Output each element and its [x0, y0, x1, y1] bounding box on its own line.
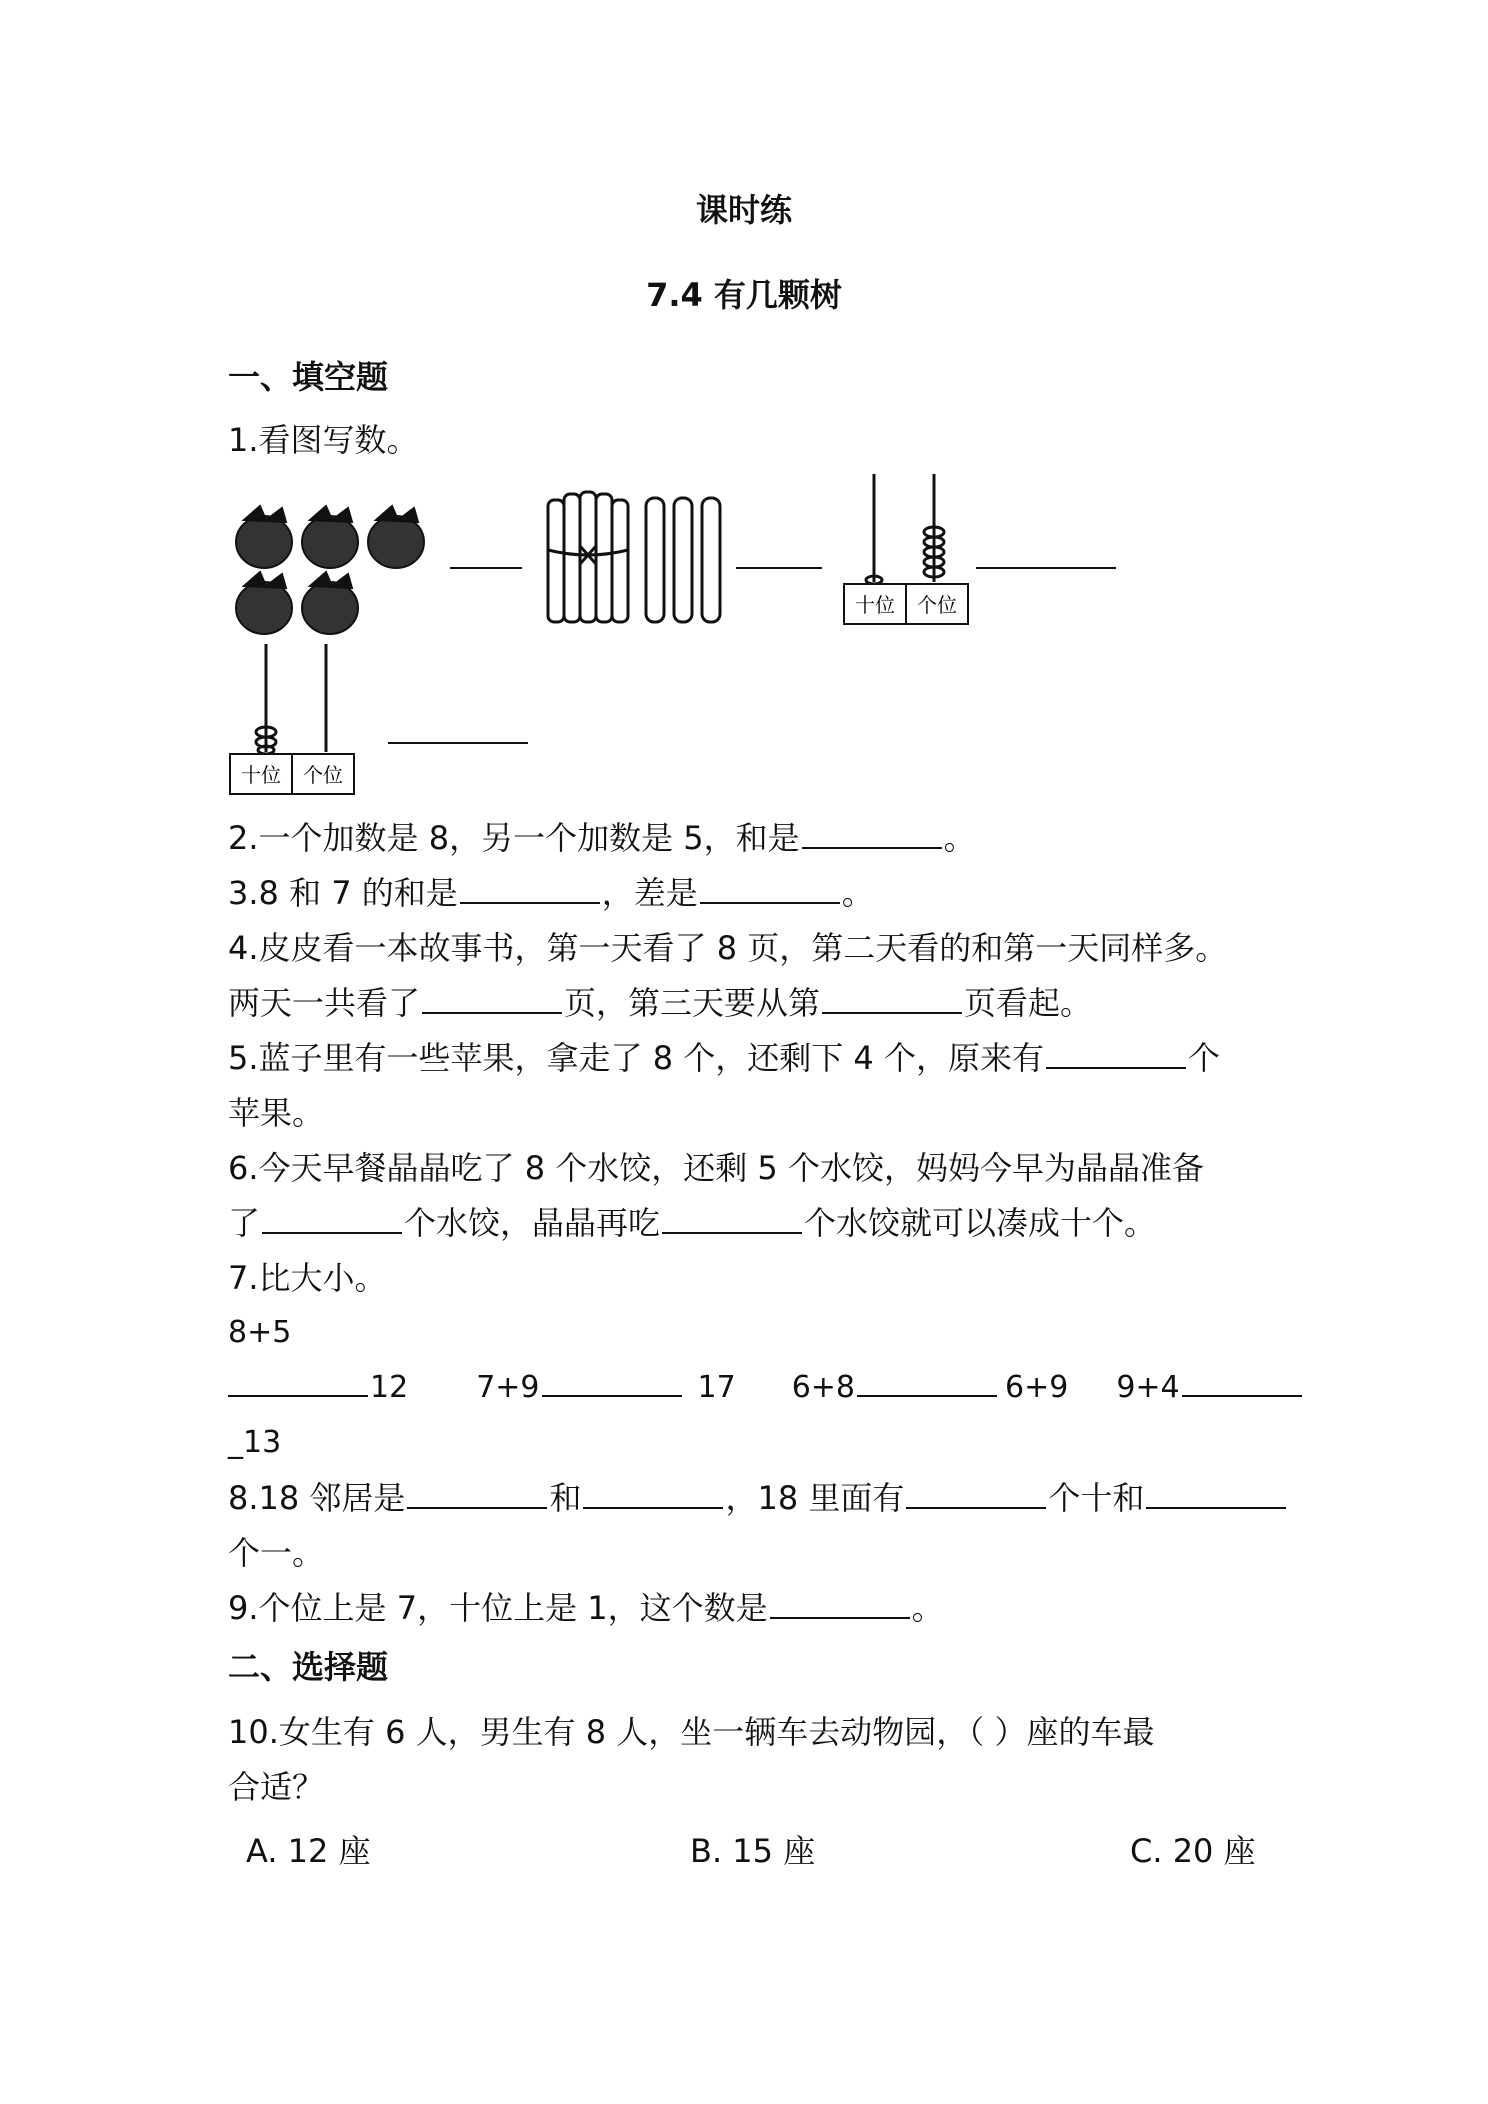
answer-blank[interactable]	[407, 1505, 547, 1509]
tens-label: 十位	[241, 763, 281, 787]
answer-blank[interactable]	[662, 1230, 802, 1234]
answer-blank[interactable]	[976, 567, 1116, 569]
question-3: 3.8 和 7 的和是 ，差是 。	[228, 874, 874, 912]
question-9: 9.个位上是 7，十位上是 1，这个数是 。	[228, 1589, 944, 1627]
question-8-line-1: 8.18 邻居是 和 ，18 里面有 个十和	[228, 1478, 1288, 1518]
answer-blank[interactable]	[542, 1393, 682, 1397]
peaches-image	[228, 500, 438, 645]
lesson-subtitle: 7.4 有几颗树	[646, 276, 842, 314]
sticks-bundle-image	[544, 486, 734, 628]
ones-label: 个位	[303, 763, 343, 787]
question-2: 2.一个加数是 8，另一个加数是 5，和是 。	[228, 819, 976, 857]
question-5-line-2: 苹果。	[228, 1094, 325, 1132]
answer-blank[interactable]	[1046, 1065, 1186, 1069]
section-fill-in: 一、填空题	[228, 358, 389, 396]
ones-label: 个位	[917, 593, 957, 617]
option-a[interactable]: A. 12 座	[246, 1832, 371, 1870]
answer-blank[interactable]	[1146, 1505, 1286, 1509]
abacus-image-1	[840, 470, 972, 630]
section-choice: 二、选择题	[228, 1648, 389, 1686]
option-c[interactable]: C. 20 座	[1130, 1832, 1256, 1870]
peach-icon	[236, 506, 292, 568]
question-6-line-2: 了 个水饺，晶晶再吃 个水饺就可以凑成十个。	[228, 1204, 1157, 1242]
answer-blank[interactable]	[736, 567, 822, 569]
answer-blank[interactable]	[770, 1615, 910, 1619]
answer-blank[interactable]	[802, 845, 942, 849]
question-7-title: 7.比大小。	[228, 1259, 387, 1297]
answer-blank[interactable]	[388, 742, 528, 744]
answer-blank[interactable]	[262, 1230, 402, 1234]
question-10-line-1: 10.女生有 6 人，男生有 8 人，坐一辆车去动物园，（ ）座的车最	[228, 1713, 1155, 1751]
question-7-expr-1: 8+5	[228, 1315, 292, 1350]
option-b[interactable]: B. 15 座	[690, 1832, 816, 1870]
peach-icon	[302, 506, 358, 568]
answer-blank[interactable]	[450, 567, 522, 569]
answer-blank[interactable]	[906, 1505, 1046, 1509]
answer-blank[interactable]	[1182, 1393, 1302, 1397]
question-6-line-1: 6.今天早餐晶晶吃了 8 个水饺，还剩 5 个水饺，妈妈今早为晶晶准备	[228, 1149, 1204, 1187]
peach-icon	[368, 506, 424, 568]
answer-blank[interactable]	[228, 1393, 368, 1397]
peach-icon	[302, 572, 358, 634]
tens-label: 十位	[855, 593, 895, 617]
answer-blank[interactable]	[460, 900, 600, 904]
answer-blank[interactable]	[700, 900, 840, 904]
question-4-line-2: 两天一共看了 页，第三天要从第 页看起。	[228, 984, 1093, 1022]
question-7-tail: _13	[228, 1425, 282, 1460]
question-5-line-1: 5.蓝子里有一些苹果，拿走了 8 个，还剩下 4 个，原来有 个	[228, 1039, 1220, 1077]
question-8-line-2: 个一。	[228, 1534, 325, 1572]
page-title: 课时练	[695, 191, 792, 229]
question-7-row: 12 7+9 17 6+8 6+9 9+4	[228, 1368, 1304, 1408]
answer-blank[interactable]	[422, 1010, 562, 1014]
question-1-title: 1.看图写数。	[228, 421, 419, 459]
answer-blank[interactable]	[857, 1393, 997, 1397]
answer-blank[interactable]	[822, 1010, 962, 1014]
answer-blank[interactable]	[583, 1505, 723, 1509]
question-4-line-1: 4.皮皮看一本故事书，第一天看了 8 页，第二天看的和第一天同样多。	[228, 929, 1228, 967]
peach-icon	[236, 572, 292, 634]
abacus-image-2	[226, 640, 358, 800]
question-10-line-2: 合适？	[228, 1768, 325, 1806]
